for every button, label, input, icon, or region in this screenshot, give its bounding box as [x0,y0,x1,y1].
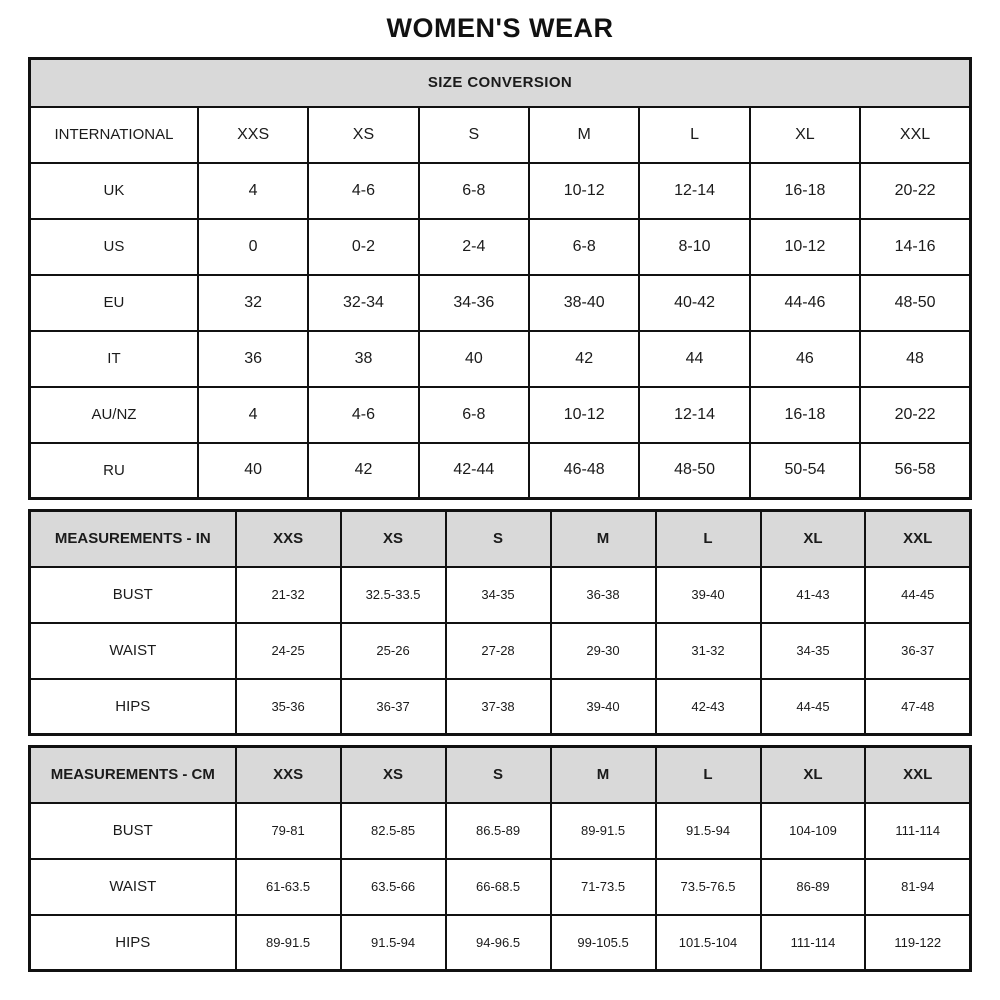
value-cell: 46-48 [529,443,639,499]
value-cell: 50-54 [750,443,860,499]
size-header-cell: XXS [236,511,341,567]
row-label: RU [30,443,198,499]
value-cell: 29-30 [551,623,656,679]
value-cell: 39-40 [656,567,761,623]
value-cell: 91.5-94 [341,915,446,971]
value-cell: 79-81 [236,803,341,859]
measurements-cm-title: MEASUREMENTS - CM [30,747,236,803]
measurements-in-table [28,509,972,736]
value-cell: 82.5-85 [341,803,446,859]
row-label: AU/NZ [30,387,198,443]
row-label: EU [30,275,198,331]
size-header-cell: XXL [865,747,970,803]
page-title: WOMEN'S WEAR [386,13,614,43]
value-cell: 89-91.5 [236,915,341,971]
value-cell: 2-4 [419,219,529,275]
size-header-cell: XXS [236,747,341,803]
value-cell: 81-94 [865,859,970,915]
value-cell: 86.5-89 [446,803,551,859]
table-row [30,163,971,219]
table-row [30,331,971,387]
value-cell: 111-114 [865,803,970,859]
value-cell: 34-35 [446,567,551,623]
size-header-cell: XS [341,511,446,567]
value-cell: 63.5-66 [341,859,446,915]
table-row [30,747,971,803]
row-label: WAIST [30,859,236,915]
size-header-cell: M [529,107,639,163]
value-cell: 36 [198,331,308,387]
table-row [30,623,971,679]
value-cell: 4 [198,387,308,443]
value-cell: 14-16 [860,219,970,275]
size-conversion-title: SIZE CONVERSION [30,59,971,107]
value-cell: 40 [198,443,308,499]
table-row [30,59,971,107]
value-cell: 99-105.5 [551,915,656,971]
value-cell: 31-32 [656,623,761,679]
value-cell: 4-6 [308,387,418,443]
size-header-cell: XXL [860,107,970,163]
value-cell: 10-12 [529,387,639,443]
value-cell: 12-14 [639,163,749,219]
value-cell: 89-91.5 [551,803,656,859]
value-cell: 71-73.5 [551,859,656,915]
value-cell: 21-32 [236,567,341,623]
table-row [30,679,971,735]
value-cell: 42-43 [656,679,761,735]
value-cell: 42-44 [419,443,529,499]
value-cell: 20-22 [860,387,970,443]
value-cell: 42 [308,443,418,499]
value-cell: 56-58 [860,443,970,499]
value-cell: 6-8 [419,163,529,219]
value-cell: 25-26 [341,623,446,679]
value-cell: 38 [308,331,418,387]
table-row [30,107,971,163]
value-cell: 35-36 [236,679,341,735]
row-label: BUST [30,567,236,623]
table-row [30,511,971,567]
value-cell: 47-48 [865,679,970,735]
value-cell: 32-34 [308,275,418,331]
row-label: WAIST [30,623,236,679]
value-cell: 34-36 [419,275,529,331]
value-cell: 39-40 [551,679,656,735]
value-cell: 37-38 [446,679,551,735]
value-cell: 111-114 [761,915,866,971]
value-cell: 86-89 [761,859,866,915]
value-cell: 73.5-76.5 [656,859,761,915]
table-row [30,219,971,275]
value-cell: 44-45 [865,567,970,623]
value-cell: 6-8 [529,219,639,275]
row-label: US [30,219,198,275]
table-row [30,859,971,915]
measurements-in-title: MEASUREMENTS - IN [30,511,236,567]
table-row [30,803,971,859]
row-label: IT [30,331,198,387]
value-cell: 20-22 [860,163,970,219]
size-header-cell: S [446,747,551,803]
value-cell: 40 [419,331,529,387]
row-label: HIPS [30,679,236,735]
value-cell: 4-6 [308,163,418,219]
value-cell: 32.5-33.5 [341,567,446,623]
value-cell: 46 [750,331,860,387]
row-label: INTERNATIONAL [30,107,198,163]
table-row [30,443,971,499]
value-cell: 42 [529,331,639,387]
value-cell: 44-46 [750,275,860,331]
value-cell: 36-38 [551,567,656,623]
value-cell: 40-42 [639,275,749,331]
value-cell: 0 [198,219,308,275]
size-header-cell: XL [750,107,860,163]
value-cell: 119-122 [865,915,970,971]
value-cell: 94-96.5 [446,915,551,971]
row-label: HIPS [30,915,236,971]
size-header-cell: M [551,747,656,803]
value-cell: 8-10 [639,219,749,275]
size-header-cell: L [656,511,761,567]
size-header-cell: L [656,747,761,803]
value-cell: 32 [198,275,308,331]
size-header-cell: M [551,511,656,567]
value-cell: 44 [639,331,749,387]
measurements-cm-table [28,745,972,972]
value-cell: 10-12 [529,163,639,219]
value-cell: 61-63.5 [236,859,341,915]
value-cell: 4 [198,163,308,219]
size-header-cell: L [639,107,749,163]
value-cell: 16-18 [750,387,860,443]
value-cell: 48-50 [639,443,749,499]
size-header-cell: XXL [865,511,970,567]
size-header-cell: S [446,511,551,567]
value-cell: 16-18 [750,163,860,219]
row-label: UK [30,163,198,219]
value-cell: 91.5-94 [656,803,761,859]
table-row [30,387,971,443]
size-header-cell: XL [761,511,866,567]
value-cell: 48 [860,331,970,387]
size-header-cell: XXS [198,107,308,163]
value-cell: 104-109 [761,803,866,859]
size-header-cell: S [419,107,529,163]
table-row [30,567,971,623]
size-conversion-table [28,57,972,500]
table-row [30,275,971,331]
size-header-cell: XL [761,747,866,803]
size-header-cell: XS [308,107,418,163]
value-cell: 101.5-104 [656,915,761,971]
value-cell: 48-50 [860,275,970,331]
value-cell: 36-37 [865,623,970,679]
table-row [30,915,971,971]
value-cell: 44-45 [761,679,866,735]
value-cell: 27-28 [446,623,551,679]
value-cell: 66-68.5 [446,859,551,915]
value-cell: 38-40 [529,275,639,331]
value-cell: 10-12 [750,219,860,275]
value-cell: 34-35 [761,623,866,679]
size-header-cell: XS [341,747,446,803]
value-cell: 41-43 [761,567,866,623]
value-cell: 12-14 [639,387,749,443]
value-cell: 6-8 [419,387,529,443]
value-cell: 36-37 [341,679,446,735]
row-label: BUST [30,803,236,859]
value-cell: 24-25 [236,623,341,679]
value-cell: 0-2 [308,219,418,275]
